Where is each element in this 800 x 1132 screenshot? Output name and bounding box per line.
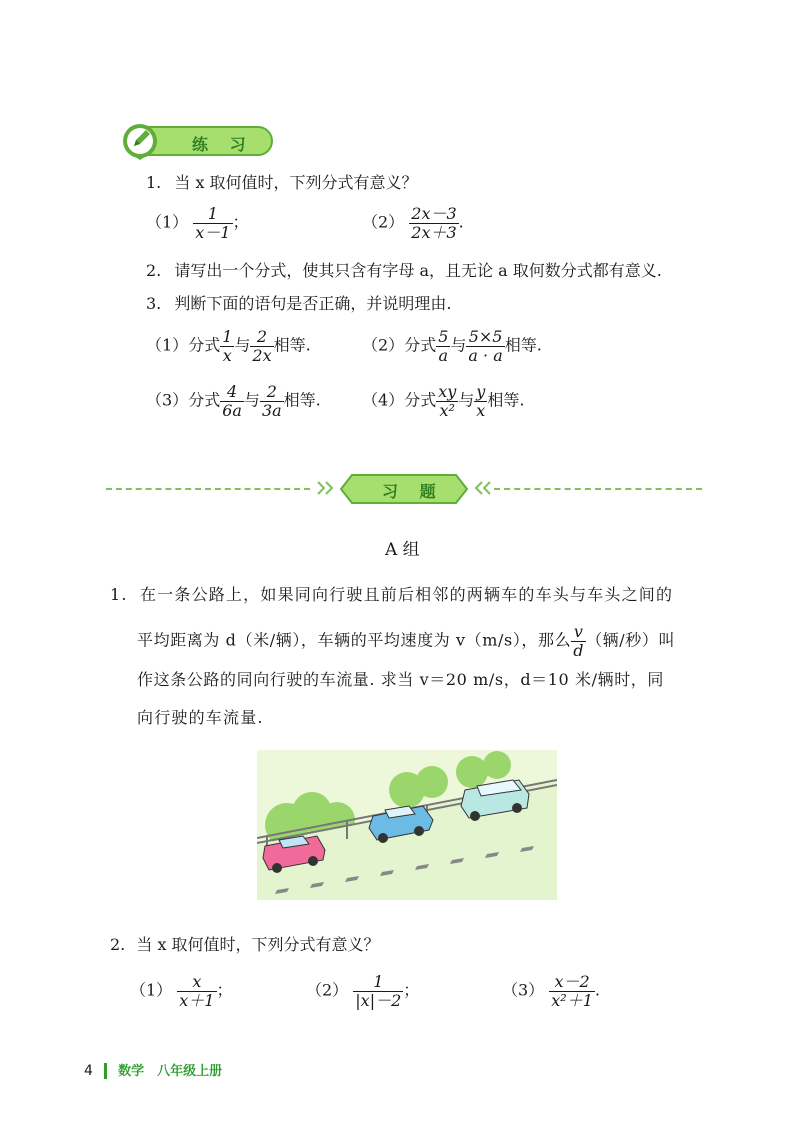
page-footer	[84, 1060, 222, 1079]
item-end: .	[458, 212, 464, 232]
item-label: （3）	[502, 980, 545, 1000]
fraction	[436, 383, 458, 419]
highway-illustration	[257, 750, 557, 900]
fraction-numerator: 1	[353, 973, 403, 992]
practice-q3	[146, 291, 451, 314]
fraction-denominator: 2x	[252, 345, 272, 365]
item-conj: 与	[450, 335, 467, 355]
problem-text: （辆/秒）叫	[586, 630, 676, 650]
question-text: 请写出一个分式，使其只含有字母 a，且无论 a 取何数分式都有意义.	[174, 261, 662, 280]
item-conj: 与	[458, 390, 475, 410]
item-prefix: 分式	[188, 335, 221, 355]
fraction	[571, 623, 586, 659]
footer-divider	[104, 1063, 107, 1079]
fraction-numerator: 2	[250, 328, 273, 347]
question-number: 1.	[146, 173, 162, 192]
problem-2-item-1	[130, 973, 233, 1009]
problem-text: 在一条公路上，如果同向行驶且前后相邻的两辆车的车头与车头之间的	[139, 585, 674, 604]
fraction-numerator: x－2	[549, 973, 595, 992]
problem-text: 作这条公路的同向行驶的车流量. 求当 v＝20 m/s，d＝10 米/辆时，同	[137, 670, 664, 689]
item-conj: 与	[243, 390, 260, 410]
exercises-label: 习 题	[382, 482, 444, 501]
fraction-numerator: 5	[438, 327, 449, 346]
problem-2	[110, 932, 380, 955]
practice-banner	[108, 124, 274, 156]
problem-1-line-4	[137, 705, 264, 728]
fraction-numerator: y	[476, 382, 486, 401]
fraction-denominator: 6a	[222, 400, 242, 420]
item-conj: 与	[234, 335, 251, 355]
problem-number: 2.	[110, 935, 126, 954]
problem-1-line-1	[110, 582, 673, 605]
fraction-denominator: a · a	[468, 345, 503, 365]
fraction	[409, 205, 458, 241]
fraction-denominator: x²	[439, 400, 455, 420]
practice-q2	[146, 258, 662, 281]
fraction	[353, 973, 403, 1009]
double-chevron-right-icon	[316, 480, 338, 500]
divider-left	[106, 488, 310, 490]
fraction-denominator: 3a	[261, 400, 282, 420]
practice-label: 练 习	[192, 135, 254, 154]
exercises-banner	[340, 474, 468, 504]
problem-number: 1.	[110, 585, 128, 604]
double-chevron-left-icon	[470, 480, 492, 500]
practice-q1-item-1	[146, 205, 249, 241]
practice-q3-item-2	[362, 328, 542, 364]
fraction-denominator: |x|－2	[355, 990, 402, 1010]
practice-q1-item-2	[362, 205, 464, 241]
fraction-denominator: x－1	[195, 222, 231, 242]
fraction	[549, 973, 595, 1009]
item-suffix: 相等.	[283, 390, 321, 410]
problem-1-line-3	[137, 667, 664, 690]
item-label: （1）	[130, 980, 173, 1000]
fraction	[436, 328, 450, 364]
item-label: （2）	[306, 980, 349, 1000]
item-suffix: 相等.	[273, 335, 311, 355]
fraction-numerator: xy	[438, 382, 457, 401]
item-label: （4）	[362, 390, 405, 410]
fraction-denominator: x²＋1	[551, 990, 593, 1010]
item-prefix: 分式	[188, 390, 221, 410]
fraction-numerator: x	[177, 973, 216, 992]
fraction-numerator: 5×5	[466, 328, 504, 347]
item-label: （1）	[146, 212, 189, 232]
problem-text: 向行驶的车流量.	[137, 708, 264, 727]
fraction	[177, 973, 216, 1009]
pencil-icon	[130, 128, 152, 154]
fraction-denominator: d	[573, 640, 585, 660]
fraction-numerator: 2	[260, 383, 284, 402]
item-end: ；	[232, 212, 249, 232]
group-heading: A 组	[385, 540, 420, 560]
item-end: ；	[403, 980, 420, 1000]
problem-1-line-2	[137, 623, 675, 659]
fraction-denominator: a	[438, 345, 449, 365]
item-label: （2）	[362, 335, 405, 355]
fraction-numerator: 1	[222, 327, 233, 346]
item-label: （3）	[146, 390, 189, 410]
item-suffix: 相等.	[487, 390, 525, 410]
practice-q3-item-3	[146, 383, 321, 419]
item-prefix: 分式	[404, 335, 437, 355]
practice-q3-item-4	[362, 383, 524, 419]
question-number: 3.	[146, 294, 162, 313]
item-label: （2）	[362, 212, 405, 232]
problem-text: 当 x 取何值时，下列分式有意义？	[136, 935, 380, 954]
item-end: .	[594, 980, 600, 1000]
fraction	[193, 205, 232, 241]
book-title: 数学 八年级上册	[118, 1064, 223, 1079]
fraction-denominator: 2x＋3	[411, 222, 457, 242]
fraction	[260, 383, 284, 419]
question-number: 2.	[146, 261, 162, 280]
fraction	[220, 328, 234, 364]
fraction	[474, 383, 487, 419]
fraction-denominator: x	[222, 345, 232, 365]
problem-2-item-3	[502, 973, 600, 1009]
page-number: 4	[84, 1063, 93, 1079]
item-suffix: 相等.	[504, 335, 542, 355]
item-label: （1）	[146, 335, 189, 355]
question-text: 当 x 取何值时，下列分式有意义？	[174, 173, 418, 192]
fraction-numerator: 1	[193, 205, 232, 224]
question-text: 判断下面的语句是否正确，并说明理由.	[174, 294, 452, 313]
practice-q3-item-1	[146, 328, 311, 364]
practice-q1	[146, 170, 418, 193]
problem-text: 平均距离为 d（米/辆），车辆的平均速度为 v（m/s），那么	[137, 630, 572, 650]
problem-2-item-2	[306, 973, 419, 1009]
fraction	[250, 328, 273, 364]
divider-right	[494, 488, 702, 490]
fraction-denominator: x	[476, 400, 486, 420]
fraction-numerator: v	[571, 623, 586, 642]
item-end: ；	[216, 980, 233, 1000]
item-prefix: 分式	[404, 390, 437, 410]
fraction	[466, 328, 504, 364]
fraction-numerator: 4	[220, 383, 244, 402]
fraction	[220, 383, 244, 419]
fraction-numerator: 2x－3	[411, 204, 457, 223]
fraction-denominator: x＋1	[179, 990, 215, 1010]
